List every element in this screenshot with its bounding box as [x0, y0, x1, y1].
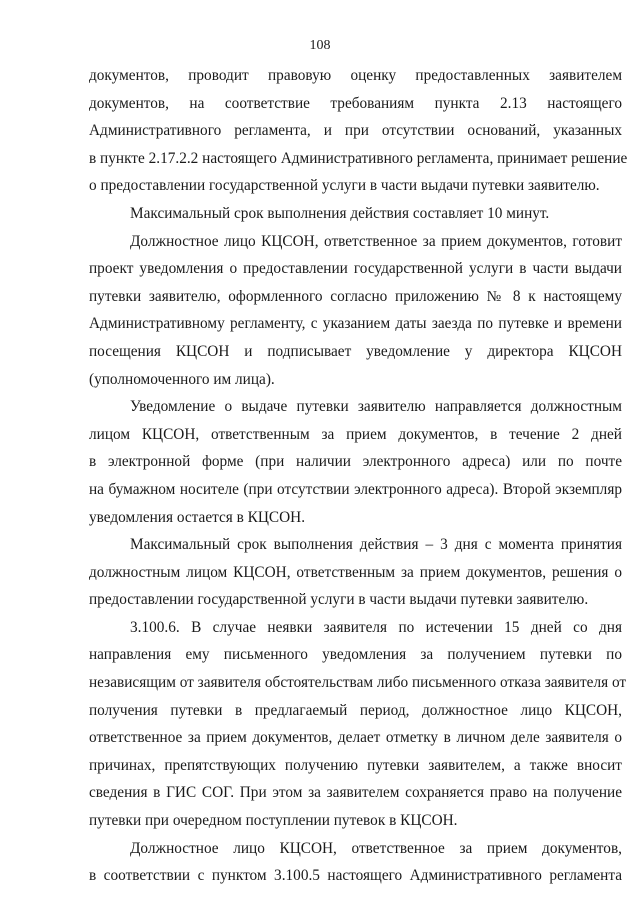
text-line: документов, на соответствие требованиям пункта 2.13 настоящего [89, 94, 622, 112]
page-number: 108 [309, 38, 331, 53]
text-line: Уведомление о выдаче путевки заявителю направляется должностным [130, 398, 622, 416]
text-line: в пункте 2.17.2.2 настоящего Административного регламента, принимает решение [89, 149, 628, 167]
text-line: должностным лицом КЦСОН, ответственным за прием документов, решения о [89, 563, 622, 581]
text-line: (уполномоченного им лица). [89, 370, 275, 388]
paragraph-3 [89, 228, 622, 394]
text-line: посещения КЦСОН и подписывает уведомление у директора КЦСОН [89, 342, 622, 360]
text-line: предоставлении государственной услуги в части выдачи путевки заявителю. [89, 591, 589, 609]
text-line: в соответствии с пунктом 3.100.5 настоящего Административного регламента [89, 867, 622, 885]
text-line: документов, проводит правовую оценку предоставленных заявителем [89, 67, 622, 84]
text-line: лицом КЦСОН, ответственным за прием документов, в течение 2 дней [89, 425, 622, 443]
text-line: независящим от заявителя обстоятельствам либо письменного отказа заявителя от [89, 674, 627, 692]
text-line: о предоставлении государственной услуги в части выдачи путевки заявителю. [89, 177, 600, 195]
text-line: причинах, препятствующих получению путевки заявителем, а также вносит [89, 756, 622, 774]
text-line: Максимальный срок выполнения действия – 3 дня с момента принятия [130, 536, 622, 554]
paragraph-5 [89, 531, 622, 614]
text-line: Административного регламента, и при отсутствии оснований, указанных [89, 122, 622, 140]
text-line: направления ему письменного уведомления за получением путевки по [89, 646, 622, 664]
paragraph-7 [89, 835, 622, 890]
paragraph-1 [89, 62, 628, 200]
text-line: Должностное лицо КЦСОН, ответственное за прием документов, готовит [130, 232, 622, 250]
text-line: на бумажном носителе (при отсутствии электронного адреса). Второй экземпляр [89, 480, 622, 498]
paragraph-2 [89, 200, 622, 228]
paragraph-6 [89, 614, 627, 835]
paragraph-4 [89, 393, 622, 531]
text-line: ответственное за прием документов, делает отметку в личном деле заявителя о [89, 729, 622, 747]
text-line: путевки заявителю, оформленного согласно приложению № 8 к настоящему [89, 287, 622, 305]
text-line: уведомления остается в КЦСОН. [89, 508, 306, 526]
document-body [89, 62, 628, 890]
text-line: получения путевки в предлагаемый период, должностное лицо КЦСОН, [89, 701, 622, 719]
text-line: Максимальный срок выполнения действия составляет 10 минут. [130, 204, 550, 222]
text-line: путевки при очередном поступлении путевок в КЦСОН. [89, 812, 458, 830]
text-line: Должностное лицо КЦСОН, ответственное за прием документов, [130, 839, 622, 857]
text-line: сведения в ГИС СОГ. При этом за заявителем сохраняется право на получение [89, 784, 622, 802]
text-line: в электронной форме (при наличии электронного адреса) или по почте [89, 453, 622, 471]
text-line: Административному регламенту, с указанием даты заезда по путевке и времени [89, 315, 622, 333]
text-line: проект уведомления о предоставлении государственной услуги в части выдачи [89, 260, 622, 278]
text-line: 3.100.6. В случае неявки заявителя по истечении 15 дней со дня [130, 618, 622, 636]
